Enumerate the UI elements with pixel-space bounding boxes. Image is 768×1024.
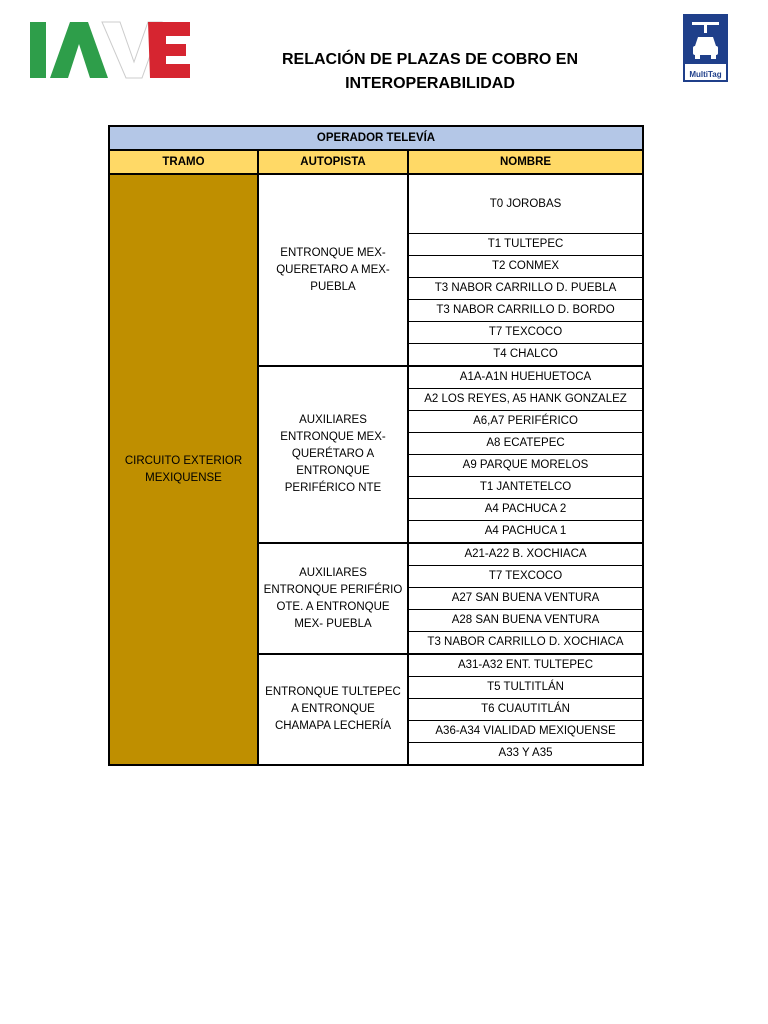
autopista-cell: AUXILIARES ENTRONQUE MEX-QUERÉTARO A ENTRONQUE PERIFÉRICO NTE	[258, 366, 408, 543]
title-line-2: INTEROPERABILIDAD	[345, 75, 515, 92]
nombre-cell: T5 TULTITLÁN	[408, 677, 643, 699]
nombre-cell: A4 PACHUCA 2	[408, 499, 643, 521]
multitag-logo	[683, 14, 728, 82]
nombre-cell: A8 ECATEPEC	[408, 433, 643, 455]
autopista-cell: AUXILIARES ENTRONQUE PERIFÉRIO OTE. A ENTRONQUE MEX- PUEBLA	[258, 543, 408, 654]
nombre-cell: T2 CONMEX	[408, 256, 643, 278]
nombre-cell: A36-A34 VIALIDAD MEXIQUENSE	[408, 721, 643, 743]
nombre-cell: T3 NABOR CARRILLO D. BORDO	[408, 300, 643, 322]
nombre-cell: T1 JANTETELCO	[408, 477, 643, 499]
table-row	[109, 174, 643, 234]
nombre-cell: A6,A7 PERIFÉRICO	[408, 411, 643, 433]
tramo-cell: CIRCUITO EXTERIOR MEXIQUENSE	[109, 174, 258, 765]
nombre-cell: A1A-A1N HUEHUETOCA	[408, 366, 643, 389]
nombre-cell: T4 CHALCO	[408, 344, 643, 367]
nombre-cell: A31-A32 ENT. TULTEPEC	[408, 654, 643, 677]
plazas-table	[108, 125, 644, 766]
nombre-cell: A27 SAN BUENA VENTURA	[408, 588, 643, 610]
nombre-cell: T3 NABOR CARRILLO D. PUEBLA	[408, 278, 643, 300]
column-header-row	[109, 150, 643, 174]
column-header-nombre: NOMBRE	[408, 150, 643, 174]
nombre-cell: T6 CUAUTITLÁN	[408, 699, 643, 721]
nombre-cell: T7 TEXCOCO	[408, 322, 643, 344]
nombre-cell: A21-A22 B. XOCHIACA	[408, 543, 643, 566]
nombre-cell: A9 PARQUE MORELOS	[408, 455, 643, 477]
column-header-autopista: AUTOPISTA	[258, 150, 408, 174]
autopista-cell: ENTRONQUE MEX-QUERETARO A MEX-PUEBLA	[258, 174, 408, 366]
operator-row	[109, 126, 643, 150]
column-header-tramo: TRAMO	[109, 150, 258, 174]
car-icon	[685, 16, 726, 64]
nombre-cell: T0 JOROBAS	[408, 174, 643, 234]
nombre-cell: A33 Y A35	[408, 743, 643, 766]
nombre-cell: T7 TEXCOCO	[408, 566, 643, 588]
nombre-cell: A2 LOS REYES, A5 HANK GONZALEZ	[408, 389, 643, 411]
document-title	[230, 48, 630, 96]
nombre-cell: A28 SAN BUENA VENTURA	[408, 610, 643, 632]
operator-header: OPERADOR TELEVÍA	[109, 126, 643, 150]
nombre-cell: T3 NABOR CARRILLO D. XOCHIACA	[408, 632, 643, 655]
nombre-cell: A4 PACHUCA 1	[408, 521, 643, 544]
autopista-cell: ENTRONQUE TULTEPEC A ENTRONQUE CHAMAPA LECHERÍA	[258, 654, 408, 765]
nombre-cell: T1 TULTEPEC	[408, 234, 643, 256]
title-line-1: RELACIÓN DE PLAZAS DE COBRO EN	[281, 51, 578, 68]
iave-logo	[30, 18, 190, 82]
multitag-label: MultiTag	[689, 70, 722, 79]
